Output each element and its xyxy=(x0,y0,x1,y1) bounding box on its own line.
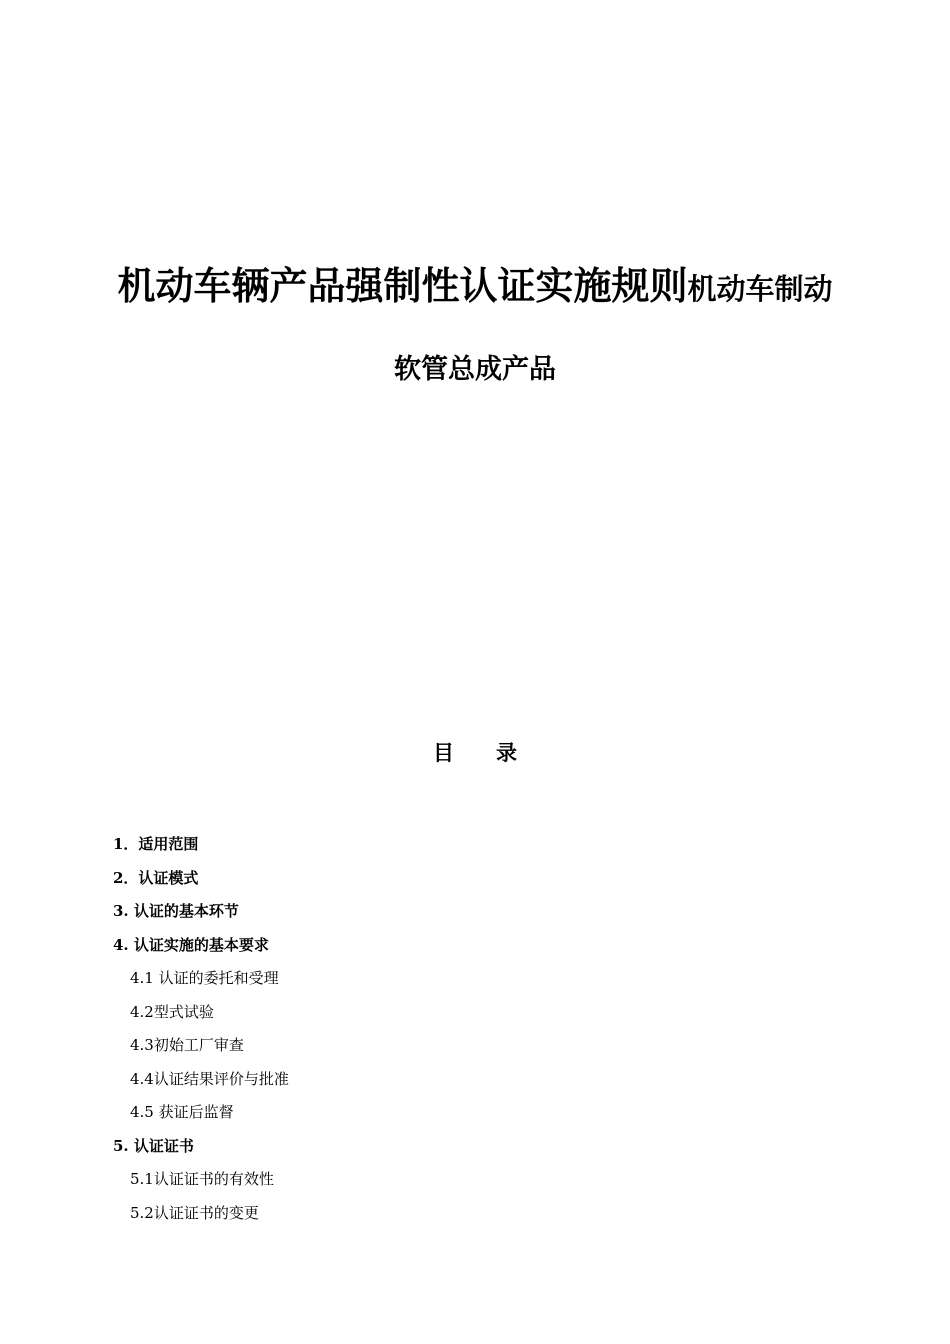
toc-subitem: 5.1认证证书的有效性 xyxy=(130,1170,274,1188)
toc-subitem: 4.5 获证后监督 xyxy=(130,1103,234,1121)
toc-item: 3. 认证的基本环节 xyxy=(113,902,239,920)
toc-item: 2．认证模式 xyxy=(113,868,199,887)
document-title-main: 机动车辆产品强制性认证实施规则 xyxy=(117,263,688,308)
toc-subitem: 5.2认证证书的变更 xyxy=(130,1203,259,1222)
toc-subitem: 4.1 认证的委托和受理 xyxy=(130,969,279,987)
toc-heading: 目 录 xyxy=(433,740,517,765)
toc-subitem: 4.2型式试验 xyxy=(130,1002,214,1021)
toc-item: 1．适用范围 xyxy=(113,835,199,853)
toc-item: 5. 认证证书 xyxy=(113,1136,194,1155)
document-subtitle: 软管总成产品 xyxy=(394,354,556,385)
toc-subitem: 4.4认证结果评价与批准 xyxy=(130,1069,289,1088)
toc-item: 4. 认证实施的基本要求 xyxy=(113,935,269,954)
document-title-suffix: 机动车制动 xyxy=(687,272,833,306)
table-of-contents xyxy=(113,830,813,1232)
document-title xyxy=(0,258,950,322)
toc-subitem: 4.3初始工厂审查 xyxy=(130,1036,244,1054)
